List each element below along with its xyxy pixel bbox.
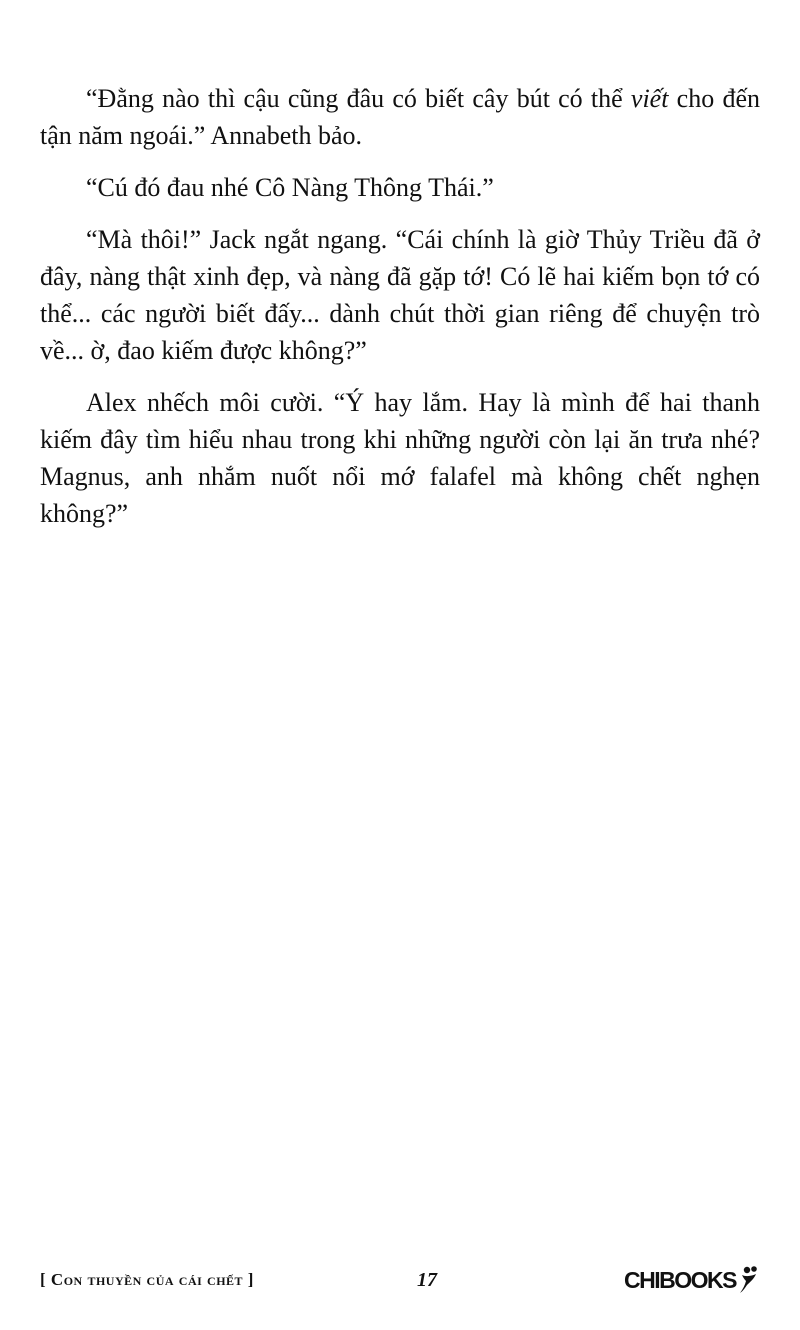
paragraph-1-end: cho đến tận năm ngoái.” Annabeth bảo. (40, 84, 760, 150)
page-footer (40, 1262, 760, 1298)
body-text (40, 80, 760, 547)
paragraph-1-italic: viết (630, 84, 669, 113)
publisher-logo (624, 1265, 760, 1295)
publisher-name: CHIBOOKS (624, 1266, 736, 1293)
paragraph-1 (40, 80, 760, 154)
paragraph-1-start: “Đằng nào thì cậu cũng đâu có biết cây bút có thể (86, 84, 631, 113)
page-number: 17 (417, 1268, 437, 1291)
running-book-title: [ Con thuyền của cái chết ] (40, 1270, 254, 1289)
paragraph-4: Alex nhếch môi cười. “Ý hay lắm. Hay là mình để hai thanh kiếm đây tìm hiểu nhau trong khi những người còn lại ăn trưa nhé? Magnus, anh nhắm nuốt nổi mớ falafel mà không chết nghẹn không?” (40, 388, 760, 528)
chibooks-logo-mark-icon (738, 1265, 760, 1295)
paragraph-2: “Cú đó đau nhé Cô Nàng Thông Thái.” (86, 173, 494, 202)
paragraph-3: “Mà thôi!” Jack ngắt ngang. “Cái chính là giờ Thủy Triều đã ở đây, nàng thật xinh đẹp, và nàng đã gặp tớ! Có lẽ hai kiếm bọn tớ có thể... các người biết đấy... dành chút thời gian riêng để chuyện trò về... ờ, đao kiếm được không?” (40, 225, 760, 365)
